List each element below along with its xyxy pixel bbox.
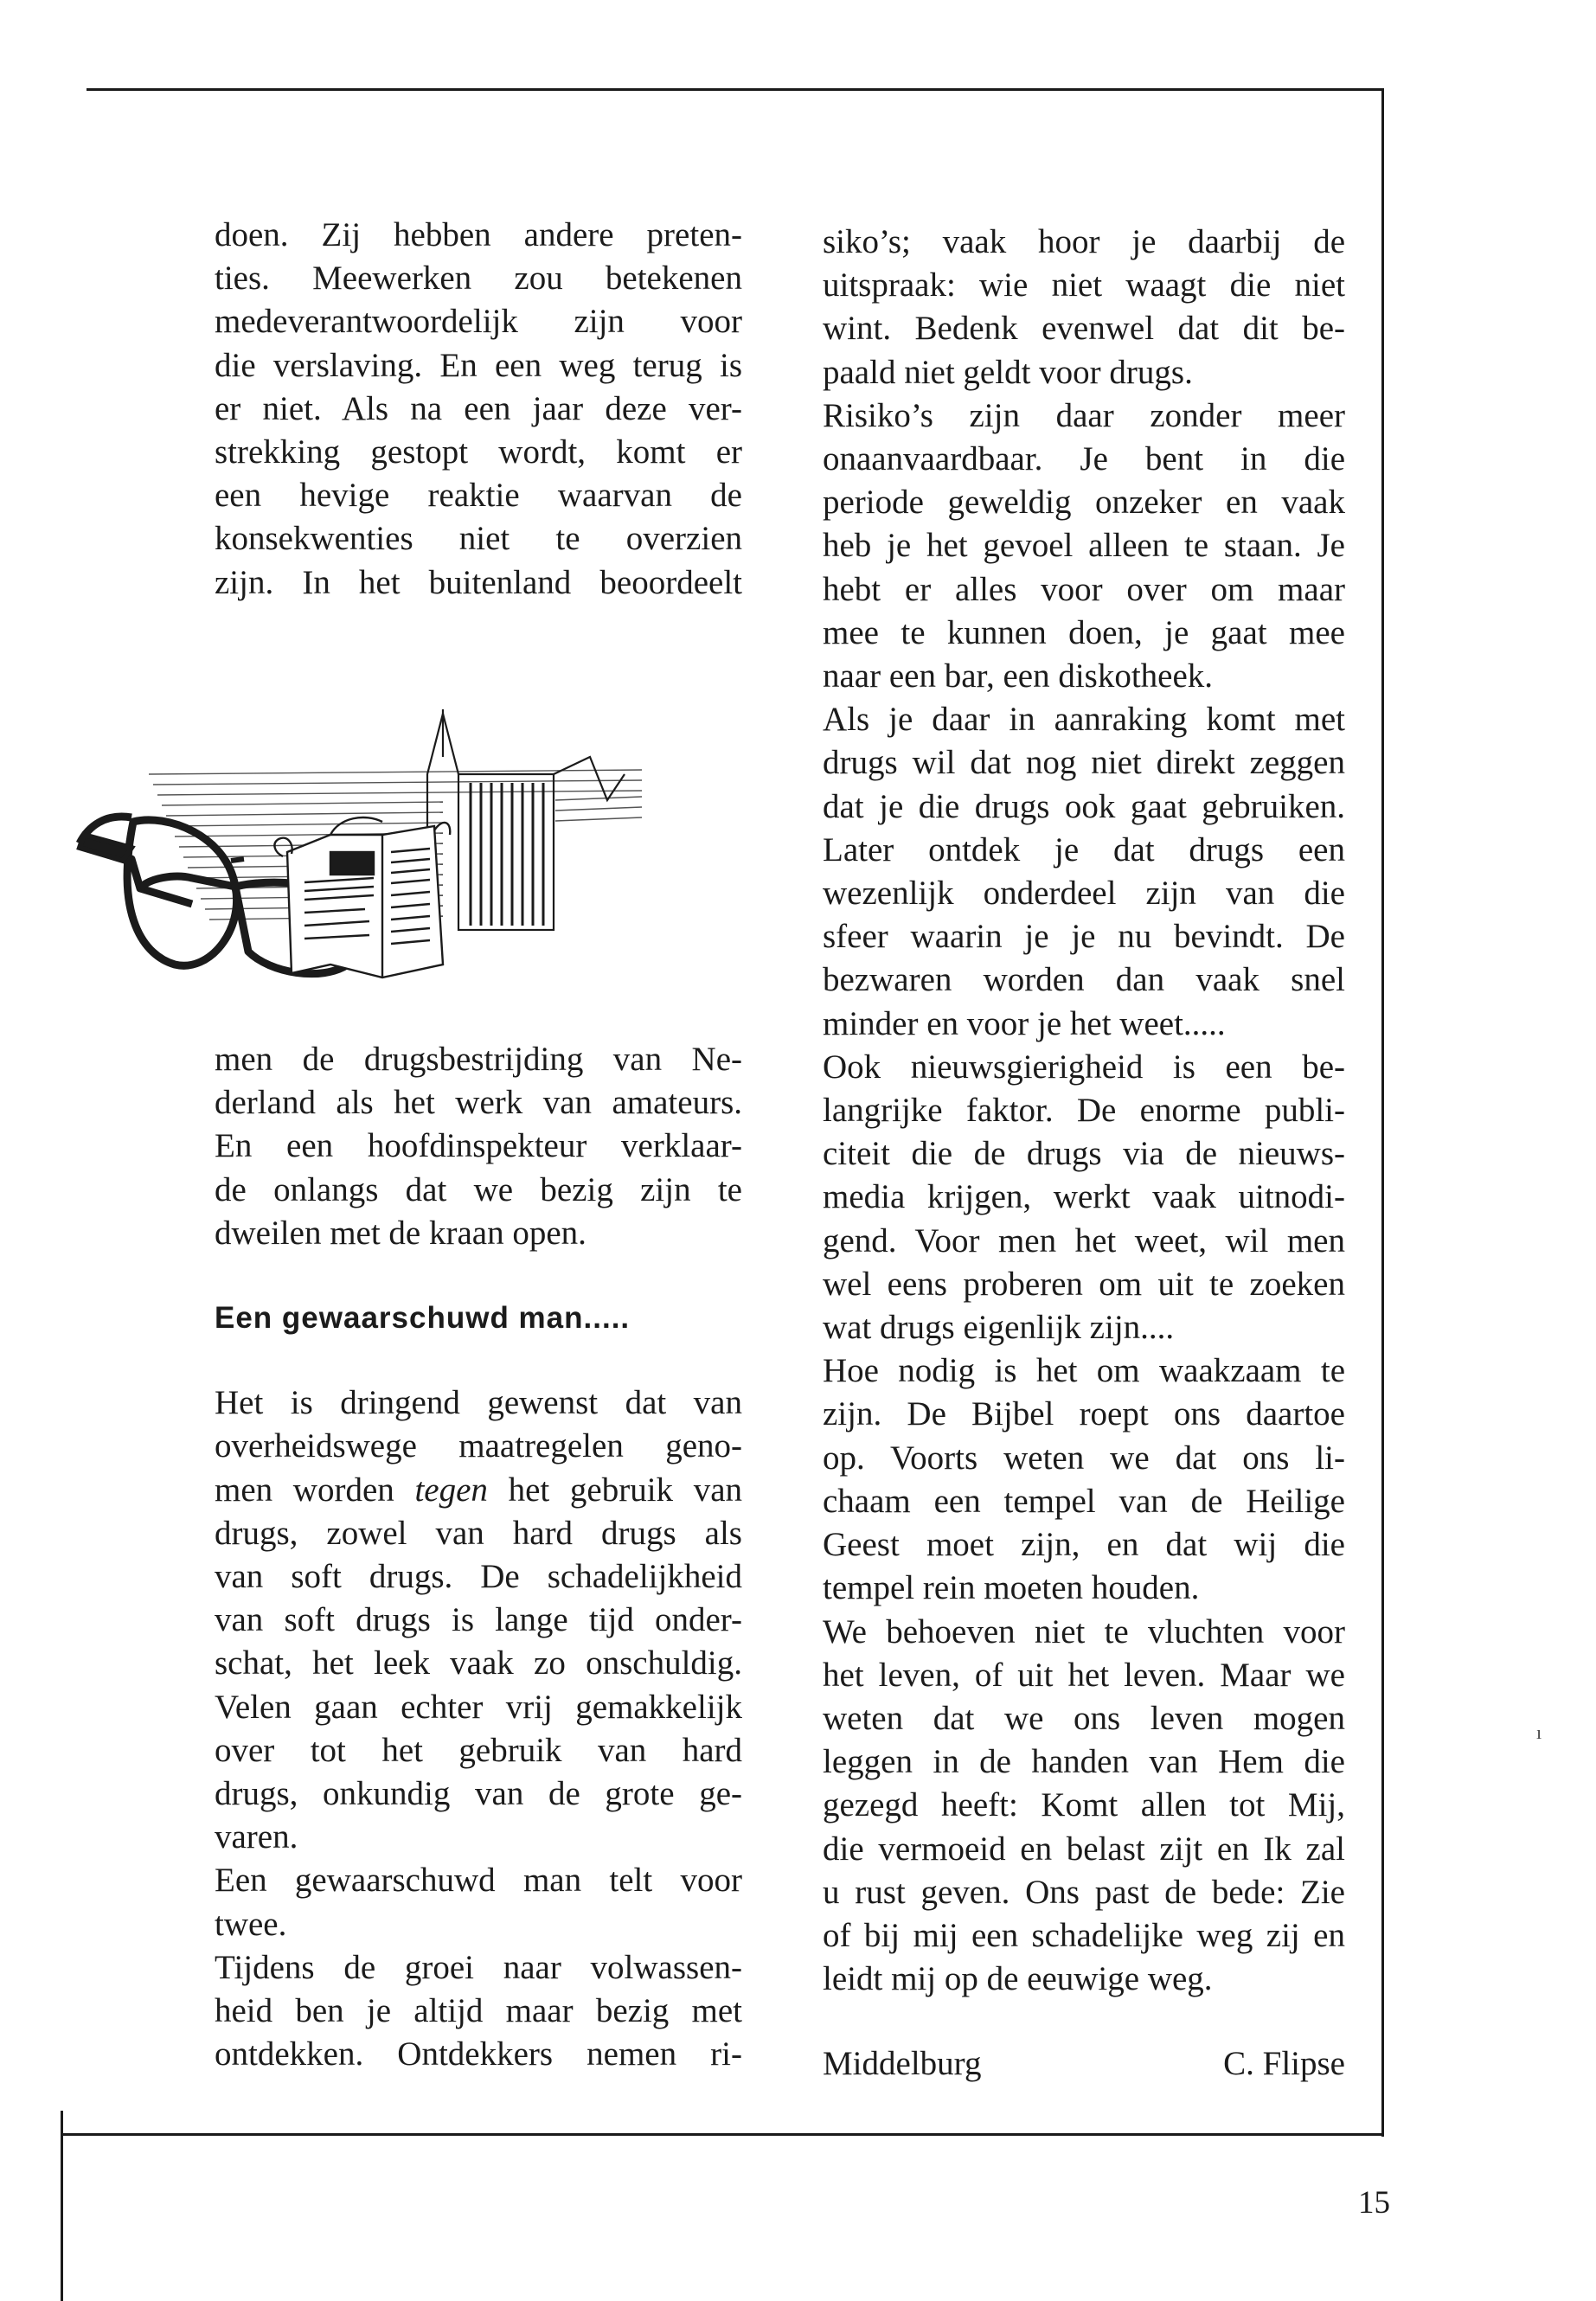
- text-line: We behoeven niet te vluchten voor: [823, 1612, 1345, 1650]
- text-line: die vermoeid en belast zijt en Ik zal: [823, 1830, 1345, 1868]
- text-line: paald niet geldt voor drugs.: [823, 353, 1193, 391]
- text-line: twee.: [215, 1905, 287, 1943]
- text-line: het leven, of uit het leven. Maar we: [823, 1656, 1345, 1694]
- text-line: heid ben je altijd maar bezig met: [215, 1992, 742, 2030]
- text-line: leggen in de handen van Hem die: [823, 1743, 1345, 1781]
- text-line: een hevige reaktie waarvan de: [215, 477, 742, 515]
- text-line: derland als het werk van amateurs.: [215, 1084, 742, 1122]
- text-line: naar een bar, een diskotheek.: [823, 657, 1214, 695]
- text-line: ontdekken. Ontdekkers nemen ri-: [215, 2035, 742, 2073]
- signature-place: Middelburg: [823, 2045, 982, 2083]
- text-line: Tijdens de groei naar volwassen-: [215, 1948, 742, 1986]
- text-segment: men worden: [215, 1471, 415, 1509]
- page-number: 15: [1358, 2185, 1390, 2221]
- text-line: Velen gaan echter vrij gemakkelijk: [215, 1688, 742, 1726]
- text-line: dat je die drugs ook gaat gebruiken.: [823, 787, 1345, 825]
- text-line: er niet. Als na een jaar deze ver-: [215, 389, 742, 427]
- text-line: En een hoofdinspekteur verklaar-: [215, 1127, 742, 1165]
- text-line: mee te kunnen doen, je gaat mee: [823, 613, 1345, 651]
- text-line: drugs, onkundig van de grote ge-: [215, 1775, 742, 1813]
- text-line: men de drugsbestrijding van Ne-: [215, 1041, 742, 1078]
- text-line: doen. Zij hebben andere preten-: [215, 216, 742, 253]
- text-line: heb je het gevoel alleen te staan. Je: [823, 527, 1345, 565]
- text-line: uitspraak: wie niet waagt die niet: [823, 266, 1345, 304]
- text-line: onaanvaardbaar. Je bent in die: [823, 440, 1345, 478]
- text-line: zijn. In het buitenland beoordeelt: [215, 563, 742, 601]
- left-margin-rule: [61, 2111, 63, 2301]
- text-line: dweilen met de kraan open.: [215, 1214, 586, 1252]
- text-line: varen.: [215, 1818, 298, 1856]
- text-line: tempel rein moeten houden.: [823, 1569, 1200, 1607]
- bottom-border-rule: [61, 2133, 1384, 2136]
- text-line: of bij mij een schadelijke weg zij en: [823, 1916, 1345, 1954]
- signature-author: C. Flipse: [1223, 2045, 1345, 2083]
- text-line: die verslaving. En een weg terug is: [215, 346, 742, 384]
- text-line: gezegd heeft: Komt allen tot Mij,: [823, 1786, 1345, 1824]
- left-column-top-text: [215, 214, 742, 605]
- text-line: siko’s; vaak hoor je daarbij de: [823, 223, 1345, 260]
- text-line: wezenlijk onderdeel zijn van die: [823, 875, 1345, 913]
- text-line: ties. Meewerken zou betekenen: [215, 260, 742, 298]
- text-line: over tot het gebruik van hard: [215, 1731, 742, 1769]
- text-line: langrijke faktor. De enorme publi-: [823, 1092, 1345, 1130]
- text-line: sfeer waarin je je nu bevindt. De: [823, 918, 1345, 956]
- text-line: periode geweldig onzeker en vaak: [823, 484, 1345, 522]
- text-line: gend. Voor men het weet, wil men: [823, 1221, 1345, 1259]
- text-line: strekking gestopt wordt, komt er: [215, 433, 742, 471]
- right-border-rule: [1381, 88, 1384, 2137]
- text-line: leidt mij op de eeuwige weg.: [823, 1960, 1213, 1998]
- text-line: chaam een tempel van de Heilige: [823, 1482, 1345, 1520]
- text-line: hebt er alles voor over om maar: [823, 570, 1345, 608]
- text-line: van soft drugs. De schadelijkheid: [215, 1558, 742, 1596]
- text-line: de onlangs dat we bezig zijn te: [215, 1170, 742, 1208]
- text-line: media krijgen, werkt vaak uitnodi-: [823, 1178, 1345, 1216]
- text-line-with-emphasis: [215, 1469, 742, 1512]
- text-line: wat drugs eigenlijk zijn....: [823, 1309, 1175, 1347]
- text-line: wel eens proberen om uit te zoeken: [823, 1265, 1345, 1303]
- stray-mark: ı: [1536, 1721, 1542, 1743]
- text-line: Geest moet zijn, en dat wij die: [823, 1526, 1345, 1564]
- section-heading: Een gewaarschuwd man.....: [215, 1301, 631, 1336]
- text-line: op. Voorts weten we dat ons li-: [823, 1439, 1345, 1477]
- text-line: van soft drugs is lange tijd onder-: [215, 1601, 742, 1639]
- text-line: schat, het leek vaak zo onschuldig.: [215, 1644, 742, 1682]
- text-line: Later ontdek je dat drugs een: [823, 830, 1345, 868]
- text-line: citeit die de drugs via de nieuws-: [823, 1135, 1345, 1173]
- text-line: weten dat we ons leven mogen: [823, 1699, 1345, 1737]
- newspaper-drawing: [274, 817, 450, 977]
- text-line: konsekwenties niet te overzien: [215, 520, 742, 558]
- text-line: Het is dringend gewenst dat van: [215, 1384, 742, 1422]
- text-segment: het gebruik van: [487, 1471, 743, 1509]
- signature: [823, 2042, 1345, 2086]
- text-line: bezwaren worden dan vaak snel: [823, 961, 1345, 999]
- glasses-and-newspaper-illustration: [71, 705, 676, 990]
- tower-drawing: [427, 709, 625, 939]
- text-line: overheidswege maatregelen geno-: [215, 1427, 742, 1465]
- text-line: drugs wil dat nog niet direkt zeggen: [823, 744, 1345, 782]
- text-line: Een gewaarschuwd man telt voor: [215, 1862, 742, 1900]
- text-line: Ook nieuwsgierigheid is een be-: [823, 1048, 1345, 1086]
- text-line: minder en voor je het weet.....: [823, 1004, 1226, 1042]
- text-line: zijn. De Bijbel roept ons daartoe: [823, 1395, 1345, 1433]
- text-line: Als je daar in aanraking komt met: [823, 701, 1345, 739]
- right-column-text: [823, 221, 1345, 2086]
- emphasis-word: tegen: [414, 1471, 488, 1509]
- text-line: u rust geven. Ons past de bede: Zie: [823, 1873, 1345, 1911]
- glasses-arm: [80, 835, 131, 861]
- text-line: Hoe nodig is het om waakzaam te: [823, 1352, 1345, 1390]
- text-line: Risiko’s zijn daar zonder meer: [823, 396, 1345, 434]
- text-line: wint. Bedenk evenwel dat dit be-: [823, 310, 1345, 348]
- text-line: drugs, zowel van hard drugs als: [215, 1514, 742, 1552]
- text-line: medeverantwoordelijk zijn voor: [215, 303, 742, 341]
- top-border-rule: [87, 88, 1384, 91]
- left-column-bottom-text: [215, 1038, 742, 2076]
